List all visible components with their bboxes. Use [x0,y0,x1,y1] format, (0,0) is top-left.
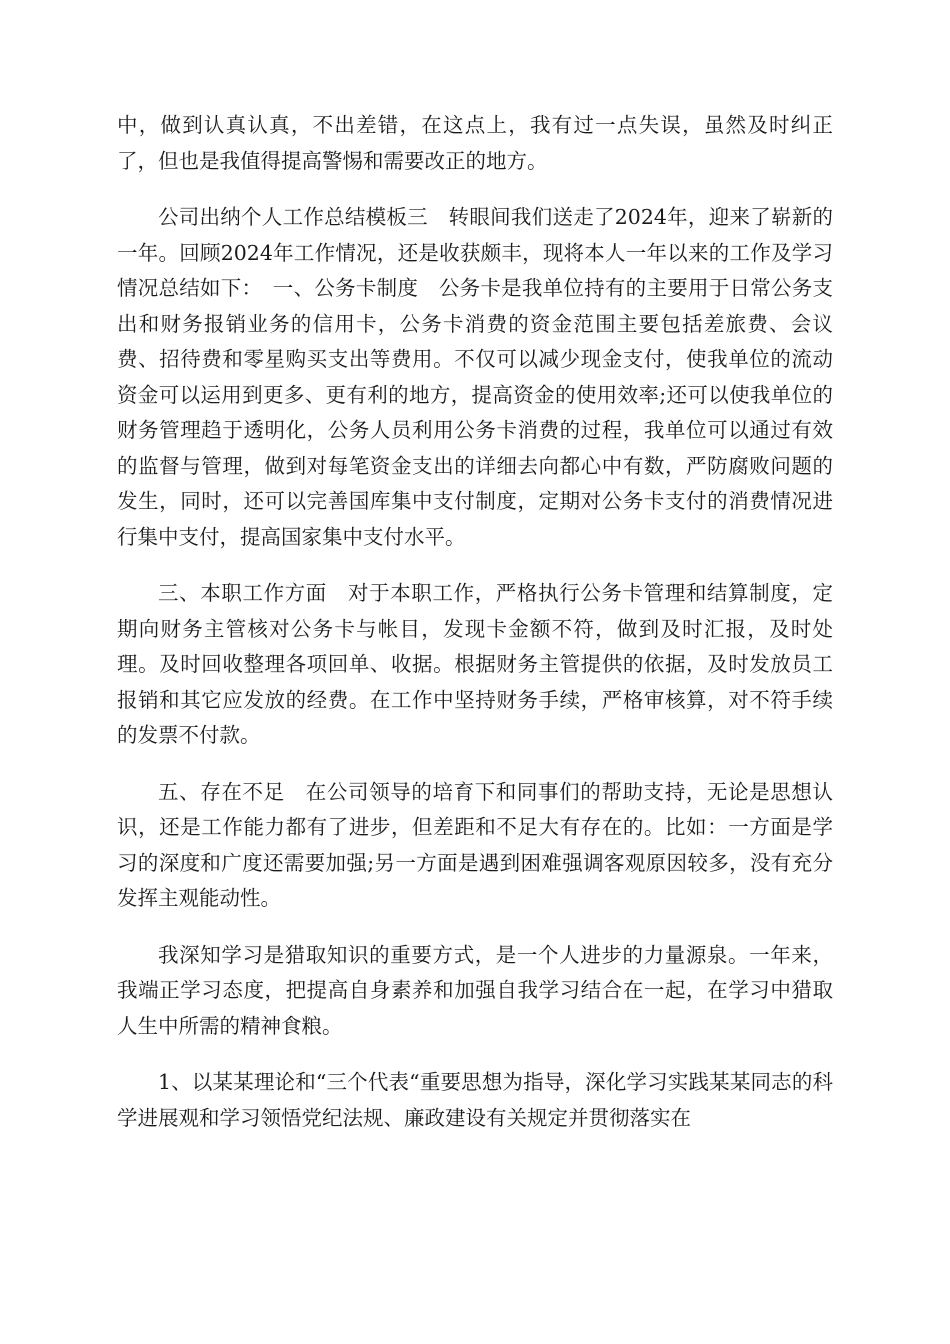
document-body [117,108,833,1157]
paragraph-section-three-duties: 三、本职工作方面 对于本职工作，严格执行公务卡管理和结算制度，定期向财务主管核对公务卡与帐目，发现卡金额不符，做到及时汇报，及时处理。及时回收整理各项回单、收据。根据财务主管提供的依据，及时发放员工报销和其它应发放的经费。在工作中坚持财务手续，严格审核算，对不符手续的发票不付款。 [117,581,833,747]
paragraph-section-five-shortcomings: 五、存在不足 在公司领导的培育下和同事们的帮助支持，无论是思想认识，还是工作能力都有了进步，但差距和不足大有存在的。比如：一方面是学习的深度和广度还需要加强;另一方面是遇到困难强调客观原因较多，没有充分发挥主观能动性。 [117,779,833,910]
paragraph-learning: 我深知学习是猎取知识的重要方式，是一个人进步的力量源泉。一年来，我端正学习态度，把提高自身素养和加强自我学习结合在一起，在学习中猎取人生中所需的精神食粮。 [117,942,833,1038]
paragraph-item-one: 1、以某某理论和“三个代表“重要思想为指导，深化学习实践某某同志的科学进展观和学习领悟党纪法规、廉政建设有关规定并贯彻落实在 [117,1070,833,1130]
paragraph-continuation: 中，做到认真认真，不出差错，在这点上，我有过一点失误，虽然及时纠正了，但也是我值得提高警惕和需要改正的地方。 [117,113,833,173]
paragraph-summary-template-three: 公司出纳个人工作总结模板三 转眼间我们送走了2024年，迎来了崭新的一年。回顾2024年工作情况，还是收获颇丰，现将本人一年以来的工作及学习情况总结如下： 一、公务卡制度 公务卡是我单位持有的主要用于日常公务支出和财务报销业务的信用卡，公务卡消费的资金范围主要包括差旅费、会议费、招待费和零星购买支出等费用。不仅可以减少现金支付，使我单位的流动资金可以运用到更多、更有利的地方，提高资金的使用效率;还可以使我单位的财务管理趋于透明化，公务人员利用公务卡消费的过程，我单位可以通过有效的监督与管理，做到对每笔资金支出的详细去向都心中有数，严防腐败问题的发生，同时，还可以完善国库集中支付制度，定期对公务卡支付的消费情况进行集中支付，提高国家集中支付水平。 [117,205,833,549]
